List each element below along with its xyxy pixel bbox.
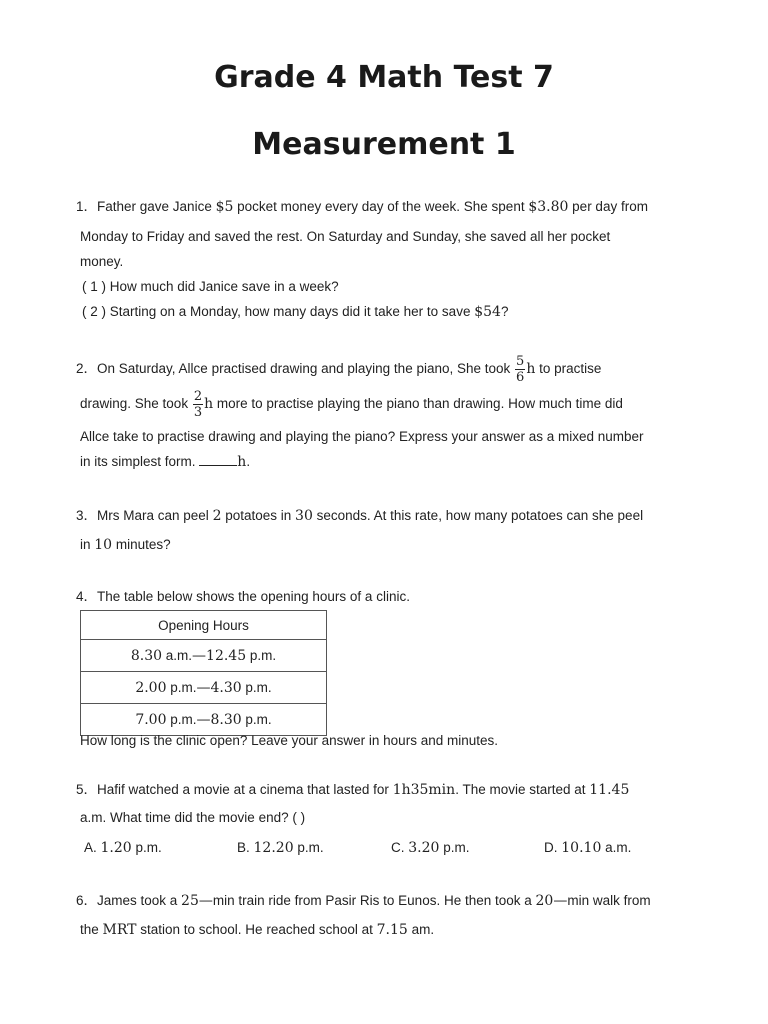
q1-sub2-text: ( 2 ) Starting on a Monday, how many days did it take her to save — [82, 304, 475, 319]
table-row — [81, 704, 327, 736]
time-end: 12.45 — [206, 647, 247, 664]
q3-math-2: 30 — [295, 508, 313, 524]
q2-line-1 — [76, 352, 601, 386]
q4-question: How long is the clinic open? Leave your answer in hours and minutes. — [80, 733, 498, 748]
q1-subquestion-2 — [82, 303, 508, 321]
q2-text-b: to practise — [535, 361, 602, 376]
table-header-row — [81, 611, 327, 640]
q6-text-c: min walk from — [567, 893, 651, 908]
time-dash: — — [196, 679, 211, 696]
q6-line-1 — [76, 892, 651, 910]
q2-fraction-2 — [193, 389, 203, 420]
q1-line-1 — [76, 198, 648, 216]
time-unit: p.m. — [246, 647, 277, 663]
time-unit: p.m. — [241, 679, 272, 695]
q1-text-b: pocket money every day of the week. She spent — [233, 199, 529, 214]
option-unit: a.m. — [601, 840, 632, 855]
time-unit: p.m. — [166, 679, 197, 695]
q2-unit-3: h — [237, 454, 247, 470]
q2-text-d: more to practise playing the piano than drawing. How much time did — [213, 396, 623, 411]
q6-text-f: am. — [407, 922, 435, 937]
q3-text-c: seconds. At this rate, how many potatoes can she peel — [312, 508, 644, 523]
q3-text-b: potatoes in — [221, 508, 296, 523]
q1-sub2-end: ? — [500, 304, 509, 319]
q6-math-3: MRT — [102, 922, 137, 938]
option-value: 10.10 — [561, 840, 602, 856]
q1-sub2-math: $54 — [474, 304, 501, 320]
time-unit: p.m. — [241, 711, 272, 727]
q5-text-b: . The movie started at — [455, 782, 590, 797]
q6-math-4: 7.15 — [376, 922, 408, 938]
q2-fraction-2-numerator: 2 — [193, 388, 203, 404]
q1-line-3: money. — [80, 254, 124, 269]
option-label: D. — [544, 840, 562, 855]
table-header-cell: Opening Hours — [81, 611, 327, 640]
q1-math-1: $5 — [215, 199, 234, 215]
table-cell — [81, 704, 327, 736]
q6-math-1: 25— — [181, 893, 213, 909]
q2-line-3: Allce take to practise drawing and playing the piano? Express your answer as a mixed number — [80, 429, 644, 444]
q1-math-2: $3.80 — [528, 199, 569, 215]
q5-option-d[interactable] — [544, 839, 631, 857]
q1-subquestion-1: ( 1 ) How much did Janice save in a week? — [82, 279, 339, 294]
q5-math-1: 1h35min — [392, 782, 456, 798]
option-unit: p.m. — [439, 840, 470, 855]
q6-text-a: 6．James took a — [76, 893, 182, 908]
time-dash: — — [196, 711, 211, 728]
q2-text-c: drawing. She took — [80, 396, 192, 411]
q6-line-2 — [80, 921, 434, 939]
q5-option-c[interactable] — [391, 839, 469, 857]
time-unit: p.m. — [166, 711, 197, 727]
opening-hours-table — [80, 610, 327, 736]
q6-text-b: min train ride from Pasir Ris to Eunos. He then took a — [212, 893, 536, 908]
q5-line-1 — [76, 781, 629, 799]
table-cell — [81, 640, 327, 672]
q4-intro: 4．The table below shows the opening hours of a clinic. — [76, 589, 410, 604]
time-end: 4.30 — [210, 679, 242, 696]
time-dash: — — [192, 647, 207, 664]
q2-fraction-1-denominator: 6 — [516, 369, 525, 385]
q5-option-a[interactable] — [84, 839, 162, 857]
q2-end: . — [246, 454, 251, 469]
time-start: 8.30 — [130, 647, 163, 664]
q2-unit-1: h — [526, 361, 536, 377]
q3-text-a: 3．Mrs Mara can peel — [76, 508, 213, 523]
q2-line-4 — [80, 453, 250, 471]
q3-math-3: 10 — [94, 537, 113, 553]
option-label: C. — [391, 840, 409, 855]
q2-fraction-1 — [515, 354, 525, 385]
option-value: 12.20 — [253, 840, 294, 856]
q3-text-d: in — [80, 537, 95, 552]
q1-text-c: per day from — [568, 199, 648, 214]
q2-text-a: 2．On Saturday, Allce practised drawing and playing the piano, She took — [76, 361, 515, 376]
q2-line-2 — [80, 387, 623, 421]
q2-text-e: in its simplest form. — [80, 454, 200, 469]
q6-text-d: the — [80, 922, 103, 937]
q2-unit-2: h — [204, 396, 214, 412]
page-subtitle: Measurement 1 — [252, 127, 516, 162]
q6-text-e: station to school. He reached school at — [136, 922, 377, 937]
option-label: B. — [237, 840, 254, 855]
q2-answer-blank[interactable] — [199, 453, 237, 466]
page-title: Grade 4 Math Test 7 — [214, 60, 554, 95]
q1-text-a: 1．Father gave Janice — [76, 199, 216, 214]
time-unit: a.m. — [162, 647, 193, 663]
q3-line-2 — [80, 536, 171, 554]
q1-line-2: Monday to Friday and saved the rest. On Saturday and Sunday, she saved all her pocket — [80, 229, 611, 244]
table-row — [81, 640, 327, 672]
option-value: 1.20 — [100, 840, 132, 856]
table-row — [81, 672, 327, 704]
q3-line-1 — [76, 507, 643, 525]
option-label: A. — [84, 840, 101, 855]
q5-line-2: a.m. What time did the movie end? ( ) — [80, 810, 306, 825]
q3-text-e: minutes? — [112, 537, 171, 552]
option-unit: p.m. — [293, 840, 324, 855]
option-unit: p.m. — [131, 840, 162, 855]
q6-math-2: 20— — [535, 893, 568, 909]
q2-fraction-1-numerator: 5 — [516, 353, 525, 369]
q3-math-1: 2 — [212, 508, 222, 524]
option-value: 3.20 — [408, 840, 440, 856]
time-start: 7.00 — [135, 711, 167, 728]
time-start: 2.00 — [135, 679, 167, 696]
q5-text-a: 5．Hafif watched a movie at a cinema that lasted for — [76, 782, 393, 797]
time-end: 8.30 — [210, 711, 242, 728]
q5-option-b[interactable] — [237, 839, 324, 857]
q5-math-2: 11.45 — [589, 782, 630, 798]
table-cell — [81, 672, 327, 704]
q2-fraction-2-denominator: 3 — [193, 404, 203, 420]
